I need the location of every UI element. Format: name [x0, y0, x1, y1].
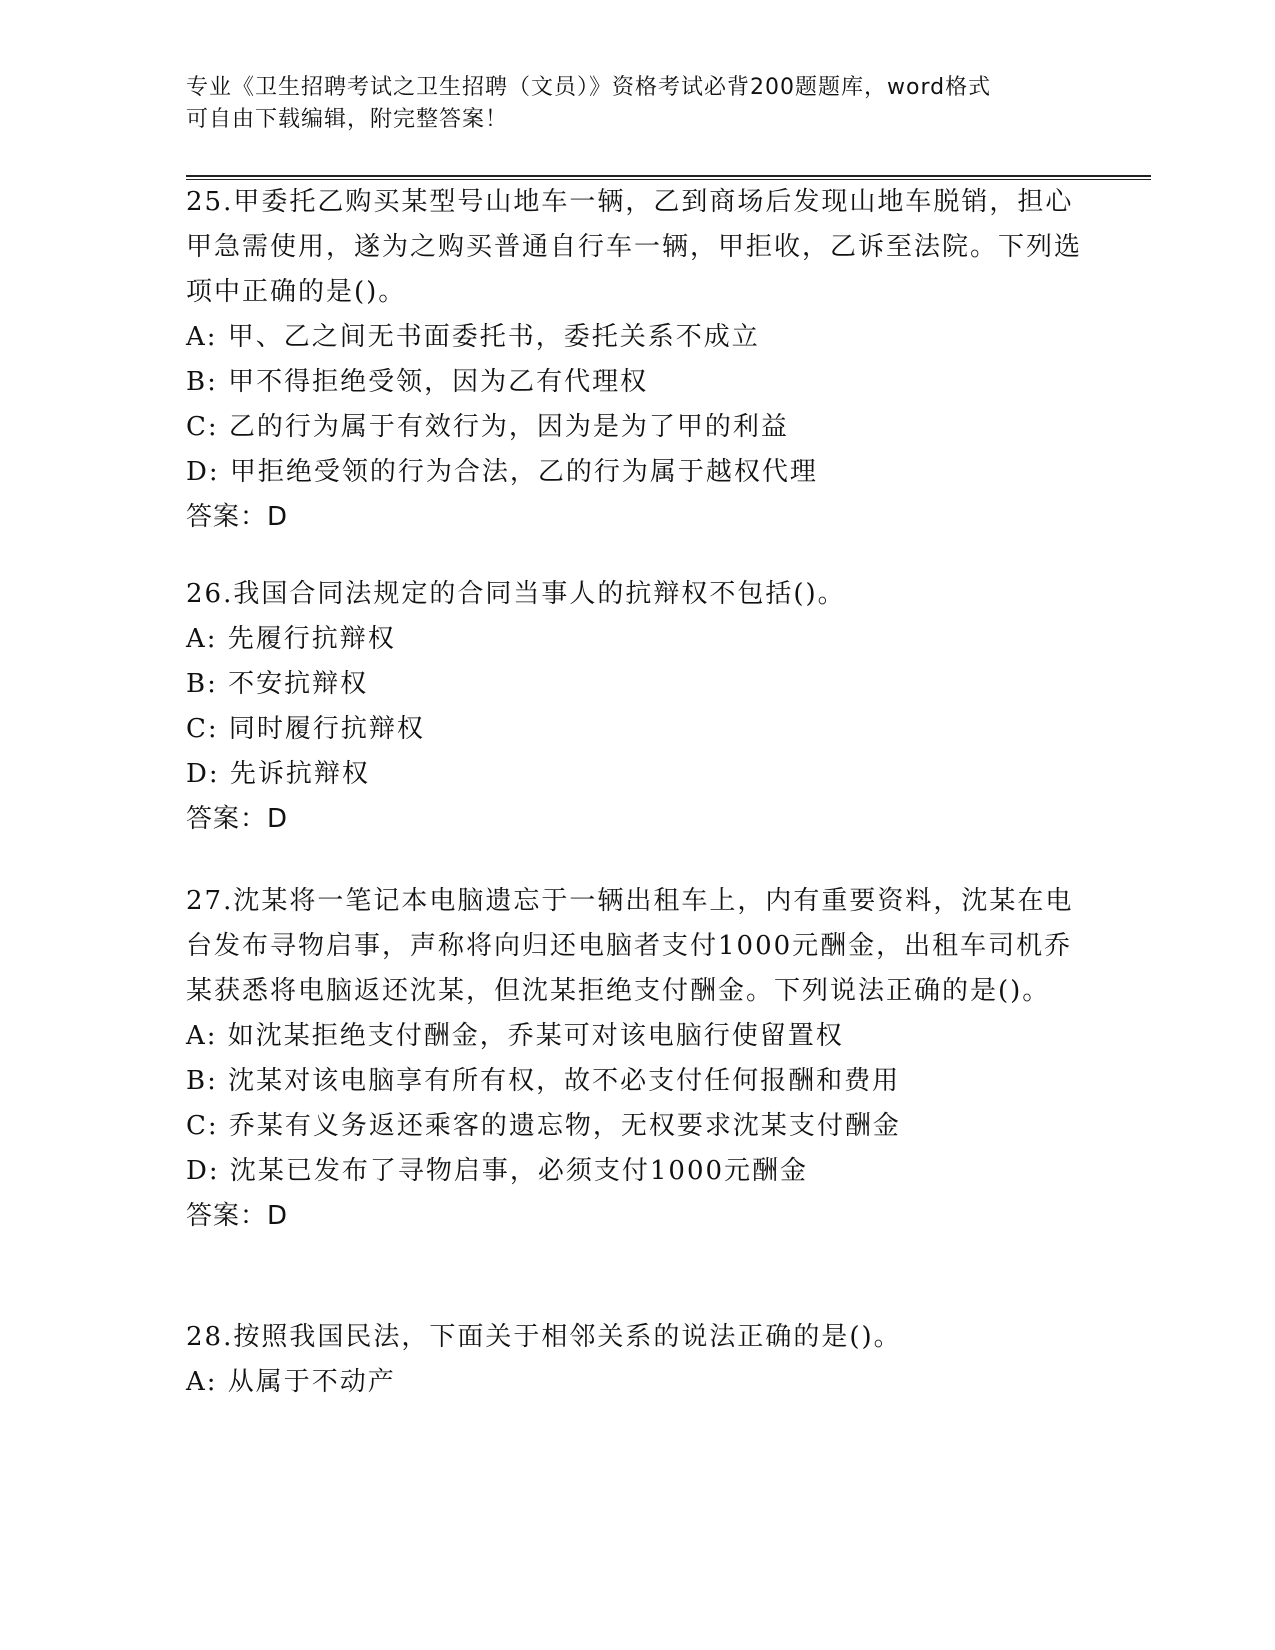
question-27	[186, 879, 1086, 1239]
question-stem: 28.按照我国民法，下面关于相邻关系的说法正确的是()。	[186, 1322, 902, 1352]
option-d: D: 先诉抗辩权	[186, 759, 370, 789]
option-d: D: 沈某已发布了寻物启事，必须支付1000元酬金	[186, 1156, 809, 1186]
option-b: B: 不安抗辩权	[186, 669, 369, 699]
option-c: C: 同时履行抗辩权	[186, 714, 425, 744]
option-b: B: 沈某对该电脑享有所有权，故不必支付任何报酬和费用	[186, 1066, 901, 1096]
question-28	[186, 1315, 1086, 1405]
option-d: D: 甲拒绝受领的行为合法，乙的行为属于越权代理	[186, 457, 818, 487]
option-a: A: 先履行抗辩权	[186, 624, 396, 654]
question-stem: 27.沈某将一笔记本电脑遗忘于一辆出租车上，内有重要资料，沈某在电台发布寻物启事，声称将向归还电脑者支付1000元酬金，出租车司机乔某获悉将电脑返还沈某，但沈某拒绝支付酬金。下列说法正确的是()。	[186, 886, 1074, 1006]
question-26	[186, 572, 1086, 842]
question-25	[186, 180, 1086, 540]
option-a: A: 如沈某拒绝支付酬金，乔某可对该电脑行使留置权	[186, 1021, 844, 1051]
option-b: B: 甲不得拒绝受领，因为乙有代理权	[186, 367, 649, 397]
option-c: C: 乔某有义务返还乘客的遗忘物，无权要求沈某支付酬金	[186, 1111, 901, 1141]
document-header	[186, 72, 1086, 136]
option-a: A: 从属于不动产	[186, 1367, 396, 1397]
option-a: A: 甲、乙之间无书面委托书，委托关系不成立	[186, 322, 760, 352]
header-line-1: 专业《卫生招聘考试之卫生招聘（文员）》资格考试必背200题题库，word格式	[186, 75, 992, 100]
answer: 答案：D	[186, 804, 289, 834]
header-line-2: 可自由下载编辑，附完整答案！	[186, 107, 509, 132]
answer: 答案：D	[186, 1201, 289, 1231]
question-stem: 26.我国合同法规定的合同当事人的抗辩权不包括()。	[186, 579, 846, 609]
question-stem: 25.甲委托乙购买某型号山地车一辆，乙到商场后发现山地车脱销，担心甲急需使用，遂为之购买普通自行车一辆，甲拒收，乙诉至法院。下列选项中正确的是()。	[186, 187, 1083, 307]
answer: 答案：D	[186, 502, 289, 532]
option-c: C: 乙的行为属于有效行为，因为是为了甲的利益	[186, 412, 789, 442]
